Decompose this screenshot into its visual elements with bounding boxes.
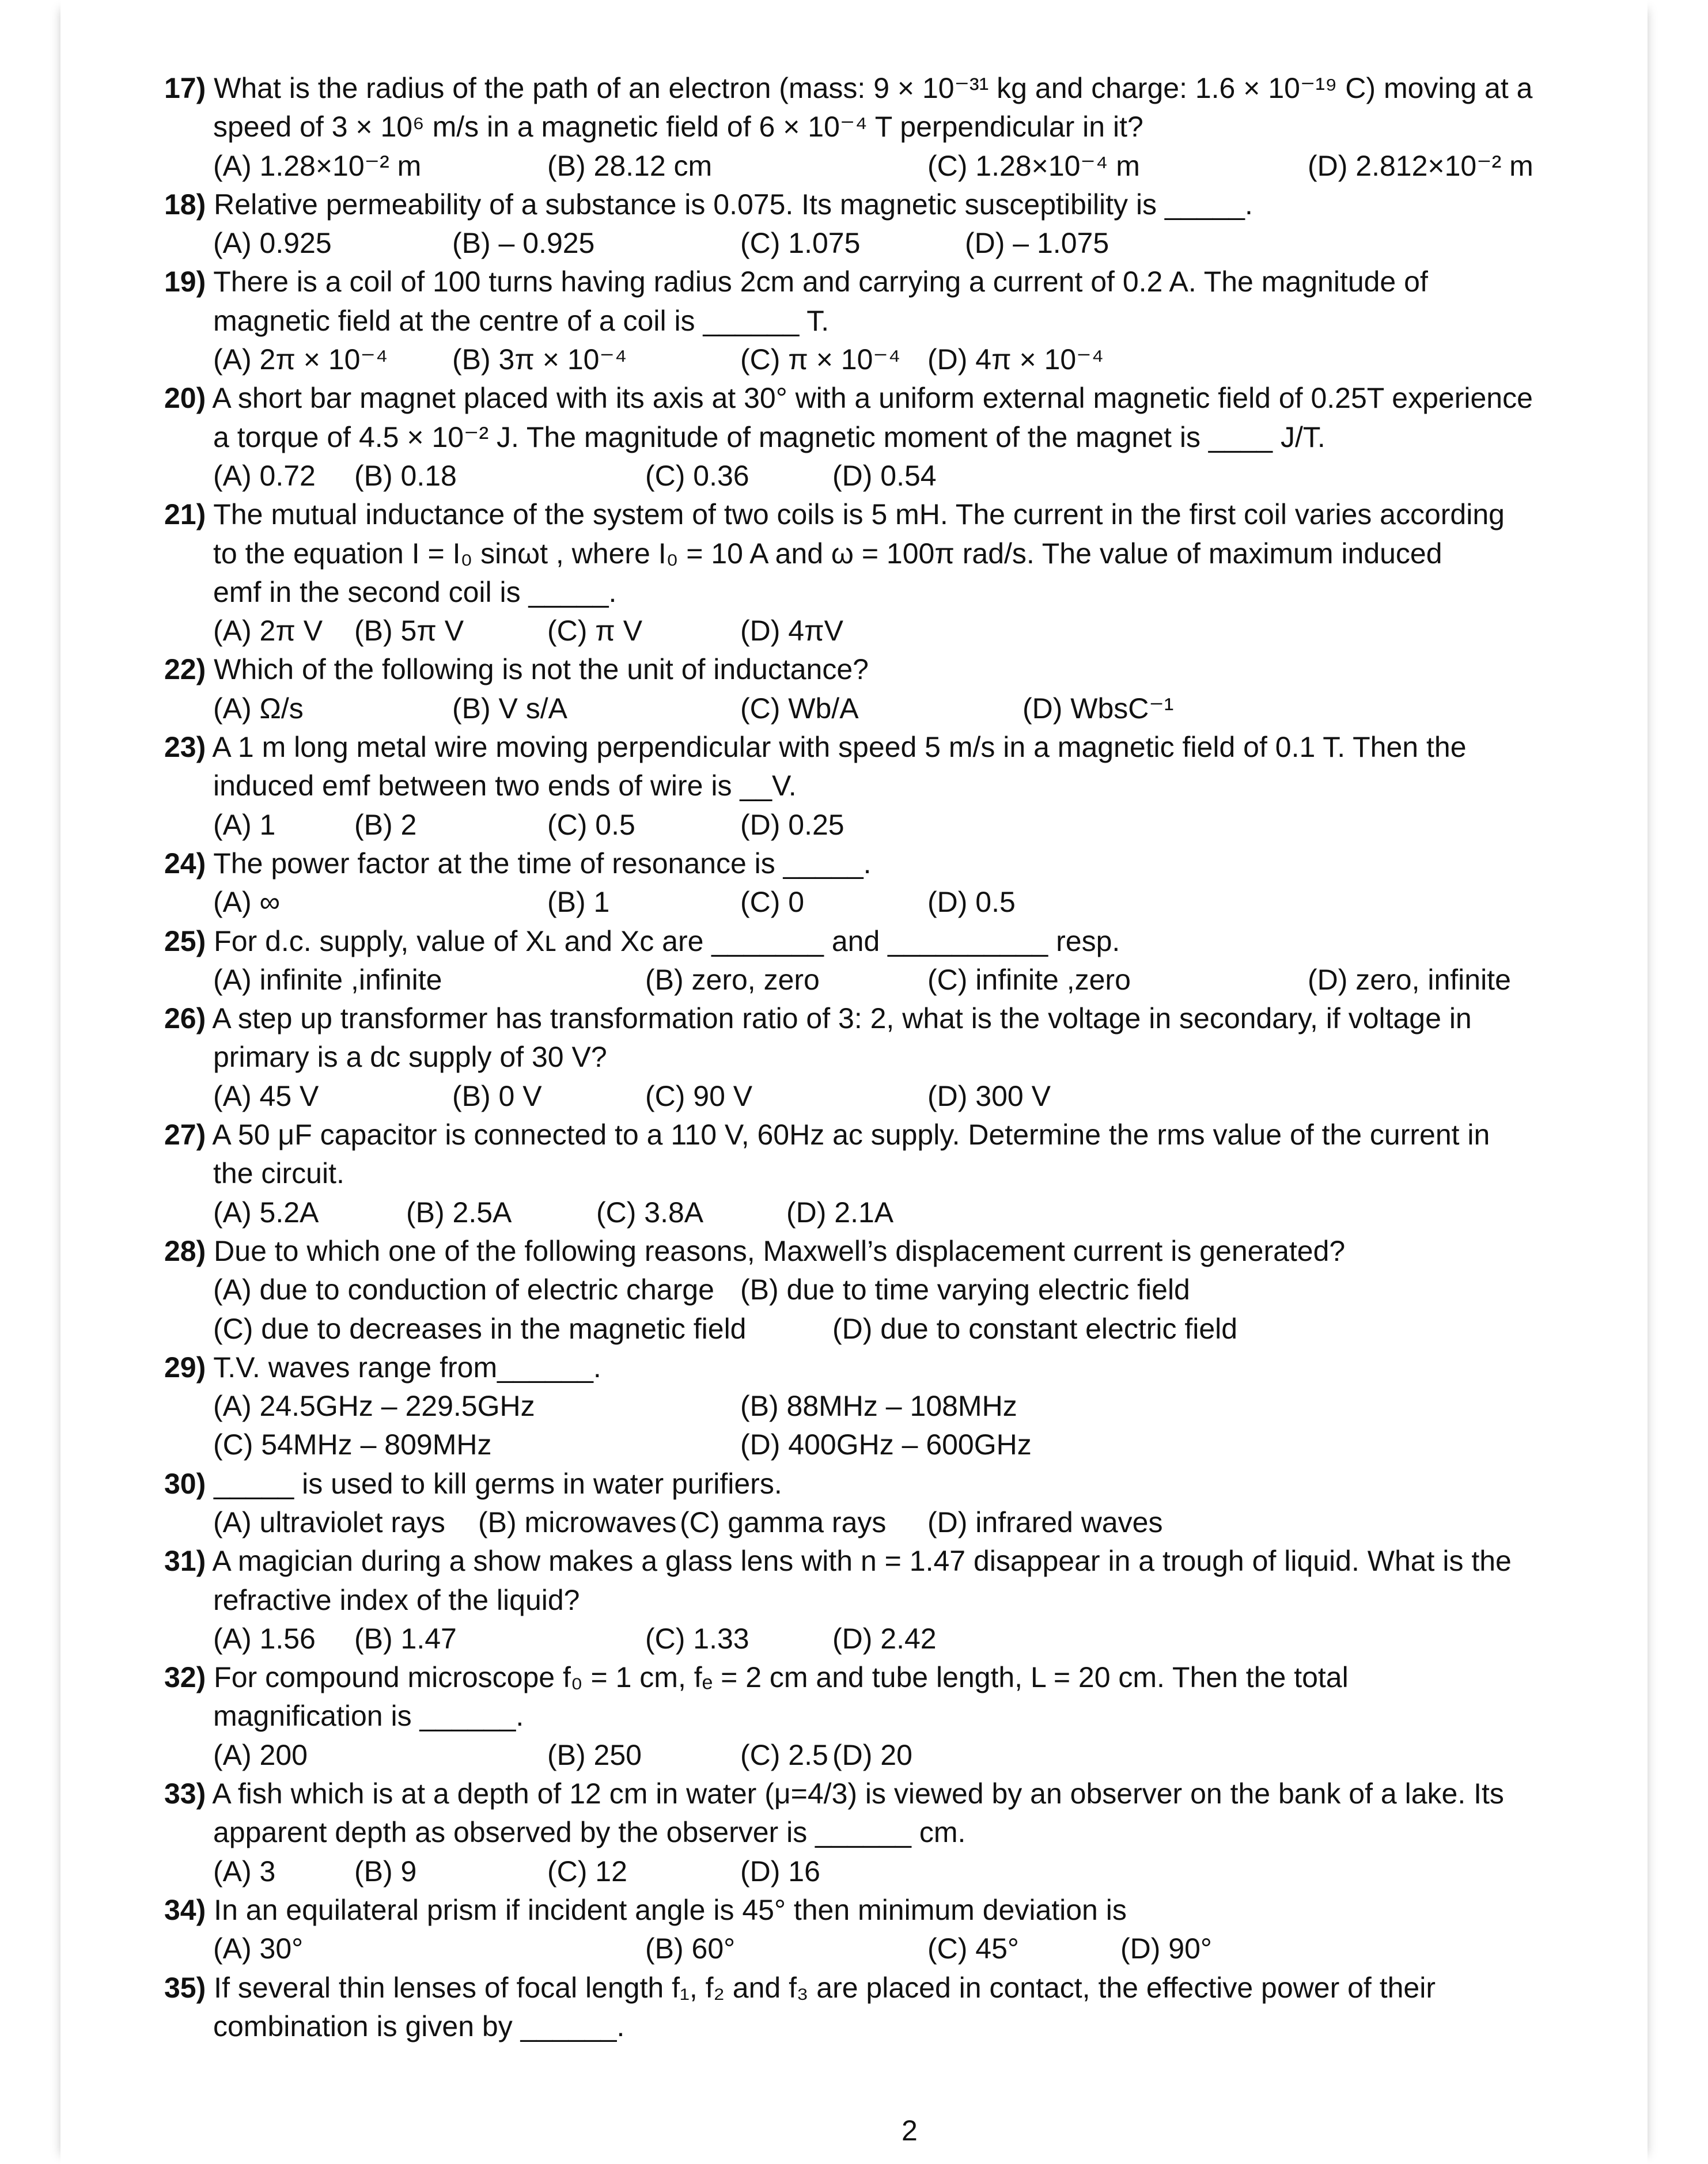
option-c: (C) 45° [927,1932,1019,1965]
options-row [164,1077,1639,1116]
options-row [164,1736,1639,1775]
options-row [164,1930,1639,1968]
question-text [164,379,1639,418]
question-number: 19) [164,266,206,298]
options-row [164,806,1639,844]
option-a: (A) 1.56 [213,1622,316,1655]
option-d: (D) 4πV [740,615,843,647]
question-number: 24) [164,847,206,880]
question-text-continued [164,418,1639,457]
option-d: (D) 4π × 10⁻⁴ [927,343,1104,376]
option-a: (A) due to conduction of electric charge [213,1274,714,1306]
option-d: (D) infrared waves [927,1506,1163,1538]
option-a: (A) infinite ,infinite [213,963,442,996]
question-line: Which of the following is not the unit of inductance? [214,653,869,686]
question-21 [164,495,1639,650]
option-b: (B) 3π × 10⁻⁴ [452,343,627,376]
document-page [60,0,1648,2164]
question-text-continued [164,535,1639,573]
option-a: (A) 30° [213,1932,304,1965]
option-b: (B) 1.47 [354,1622,457,1655]
question-line: There is a coil of 100 turns having radius 2cm and carrying a current of 0.2 A. The magnitude of [213,266,1428,298]
option-d: (D) 2.812×10⁻² m [1308,149,1533,182]
option-c: (C) gamma rays [680,1506,887,1538]
option-d: (D) 400GHz – 600GHz [740,1428,1032,1461]
option-a: (A) 200 [213,1738,308,1771]
option-b: (B) 9 [354,1855,417,1888]
option-c: (C) 3.8A [596,1196,704,1229]
question-22 [164,650,1639,728]
question-line: T.V. waves range from______. [213,1351,601,1384]
question-line: A 1 m long metal wire moving perpendicular with speed 5 m/s in a magnetic field of 0.1 T. Then the [212,731,1467,764]
option-a: (A) 0.72 [213,459,316,492]
question-27 [164,1116,1639,1232]
options-row [164,1387,1639,1426]
question-number: 35) [164,1971,206,2004]
question-line: A magician during a show makes a glass lens with n = 1.47 disappear in a trough of liquid. What is the [212,1545,1512,1578]
options-row [164,147,1639,185]
question-text [164,1465,1639,1503]
question-19 [164,263,1639,379]
question-30 [164,1465,1639,1543]
question-line: emf in the second coil is _____. [213,575,617,608]
question-28 [164,1232,1639,1348]
option-c: (C) 0.36 [645,459,749,492]
question-line: What is the radius of the path of an electron (mass: 9 × 10⁻³¹ kg and charge: 1.6 × 10⁻¹⁹ C) moving at a [214,72,1533,104]
option-d: (D) 0.5 [927,886,1016,919]
question-line: If several thin lenses of focal length f₁, f₂ and f₃ are placed in contact, the effective power of their [214,1971,1436,2004]
option-b: (B) microwaves [478,1506,677,1538]
question-line: magnetic field at the centre of a coil is ______ T. [213,304,830,337]
option-d: (D) 0.25 [740,808,844,841]
option-b: (B) due to time varying electric field [740,1274,1190,1306]
question-number: 27) [164,1119,206,1151]
question-line: combination is given by ______. [213,2010,625,2042]
option-d: (D) 0.54 [832,459,937,492]
question-text [164,1891,1639,1930]
options-row [164,1620,1639,1658]
question-25 [164,922,1639,1000]
option-b: (B) 2.5A [406,1196,512,1229]
question-31 [164,1542,1639,1658]
option-b: (B) 1 [547,886,610,919]
option-a: (A) 1.28×10⁻² m [213,149,422,182]
option-a: (A) 2π × 10⁻⁴ [213,343,388,376]
question-33 [164,1775,1639,1891]
question-number: 20) [164,382,206,415]
option-d: (D) zero, infinite [1308,963,1511,996]
question-number: 32) [164,1661,206,1694]
options-row [164,340,1639,379]
question-line: a torque of 4.5 × 10⁻² J. The magnitude of magnetic moment of the magnet is ____ J/T. [213,420,1326,453]
question-26 [164,999,1639,1116]
question-29 [164,1348,1639,1465]
question-text [164,844,1639,883]
question-18 [164,185,1639,263]
option-a: (A) 3 [213,1855,276,1888]
option-a: (A) ∞ [213,886,281,919]
question-text [164,1775,1639,1813]
question-line: A 50 μF capacitor is connected to a 110 V, 60Hz ac supply. Determine the rms value of the current in [212,1119,1490,1151]
question-line: A fish which is at a depth of 12 cm in water (μ=4/3) is viewed by an observer on the bank of a lake. Its [212,1778,1504,1810]
options-row [164,457,1639,495]
question-number: 17) [164,72,206,104]
question-text [164,922,1639,961]
question-number: 34) [164,1893,206,1926]
question-number: 21) [164,498,206,531]
option-a: (A) 45 V [213,1079,319,1112]
option-d: (D) – 1.075 [965,227,1109,260]
option-b: (B) 28.12 cm [547,149,713,182]
options-row [164,1193,1639,1232]
question-text-continued [164,767,1639,805]
option-d: (D) due to constant electric field [832,1312,1238,1345]
question-line: magnification is ______. [213,1700,524,1733]
question-number: 22) [164,653,206,686]
question-line: the circuit. [213,1157,344,1190]
option-c: (C) 54MHz – 809MHz [213,1428,492,1461]
question-line: Due to which one of the following reasons, Maxwell’s displacement current is generated? [214,1234,1346,1267]
question-number: 18) [164,188,206,221]
option-c: (C) 0 [740,886,805,919]
options-row [164,1426,1639,1464]
option-b: (B) 88MHz – 108MHz [740,1390,1017,1423]
question-text-continued [164,573,1639,612]
option-b: (B) V s/A [452,692,568,725]
question-text-continued [164,1697,1639,1735]
options-row [164,612,1639,650]
question-text-continued [164,1813,1639,1852]
option-a: (A) 0.925 [213,227,332,260]
question-number: 30) [164,1467,206,1500]
option-d: (D) WbsC⁻¹ [1022,692,1174,725]
question-text-continued [164,1154,1639,1193]
option-b: (B) zero, zero [645,963,820,996]
question-text [164,1232,1639,1271]
question-text [164,1969,1639,2007]
question-32 [164,1658,1639,1775]
option-c: (C) 12 [547,1855,627,1888]
question-line: For d.c. supply, value of Xʟ and Xᴄ are _______ and __________ resp. [214,924,1120,957]
options-row [164,883,1639,922]
option-c: (C) due to decreases in the magnetic field [213,1312,747,1345]
option-c: (C) infinite ,zero [927,963,1131,996]
question-text [164,650,1639,689]
question-line: to the equation I = I₀ sinωt , where I₀ = 10 A and ω = 100π rad/s. The value of maximum induced [213,537,1442,570]
options-row [164,224,1639,263]
question-number: 23) [164,731,206,764]
question-list [164,69,1639,2046]
question-text-continued [164,1581,1639,1620]
question-line: The mutual inductance of the system of two coils is 5 mH. The current in the first coil varies according [213,498,1505,531]
option-c: (C) 90 V [645,1079,753,1112]
option-d: (D) 300 V [927,1079,1051,1112]
option-c: (C) 1.33 [645,1622,749,1655]
question-number: 29) [164,1351,206,1384]
question-line: Relative permeability of a substance is 0.075. Its magnetic susceptibility is _____. [214,188,1253,221]
option-c: (C) 2.5 [740,1738,828,1771]
option-d: (D) 2.1A [786,1196,894,1229]
question-text-continued [164,2007,1639,2046]
option-b: (B) 2 [354,808,417,841]
option-a: (A) 2π V [213,615,323,647]
question-line: primary is a dc supply of 30 V? [213,1041,607,1074]
question-line: apparent depth as observed by the observer is ______ cm. [213,1816,966,1849]
question-number: 33) [164,1778,206,1810]
option-b: (B) 0 V [452,1079,542,1112]
question-text [164,263,1639,301]
option-b: (B) 60° [645,1932,736,1965]
option-c: (C) 1.28×10⁻⁴ m [927,149,1140,182]
question-number: 31) [164,1545,206,1578]
question-20 [164,379,1639,495]
question-text-continued [164,302,1639,340]
option-d: (D) 16 [740,1855,820,1888]
question-line: _____ is used to kill germs in water purifiers. [214,1467,782,1500]
option-a: (A) 5.2A [213,1196,319,1229]
page-number: 2 [902,2114,918,2147]
option-c: (C) π V [547,615,643,647]
options-row [164,1852,1639,1891]
option-b: (B) 0.18 [354,459,457,492]
question-text [164,69,1639,108]
option-b: (B) 250 [547,1738,642,1771]
question-line: speed of 3 × 10⁶ m/s in a magnetic field of 6 × 10⁻⁴ T perpendicular in it? [213,111,1143,143]
question-line: For compound microscope f₀ = 1 cm, fₑ = 2 cm and tube length, L = 20 cm. Then the total [214,1661,1349,1694]
question-line: The power factor at the time of resonance is _____. [213,847,872,880]
question-34 [164,1891,1639,1969]
question-text-continued [164,108,1639,146]
option-a: (A) 1 [213,808,276,841]
question-text [164,1658,1639,1697]
option-d: (D) 20 [832,1738,912,1771]
option-a: (A) Ω/s [213,692,304,725]
question-number: 25) [164,924,206,957]
question-line: A step up transformer has transformation ratio of 3: 2, what is the voltage in secondary, if voltage in [212,1002,1472,1035]
option-c: (C) 1.075 [740,227,861,260]
question-text [164,1348,1639,1387]
question-line: In an equilateral prism if incident angle is 45° then minimum deviation is [214,1893,1127,1926]
option-c: (C) π × 10⁻⁴ [740,343,901,376]
question-text [164,728,1639,767]
question-text [164,999,1639,1038]
option-c: (C) 0.5 [547,808,635,841]
option-c: (C) Wb/A [740,692,859,725]
option-a: (A) ultraviolet rays [213,1506,445,1538]
question-text [164,185,1639,224]
question-text-continued [164,1038,1639,1077]
question-number: 26) [164,1002,206,1035]
question-23 [164,728,1639,844]
option-b: (B) – 0.925 [452,227,595,260]
question-text [164,1542,1639,1581]
options-row [164,1310,1639,1348]
options-row [164,961,1639,999]
question-text [164,1116,1639,1154]
options-row [164,689,1639,728]
question-number: 28) [164,1234,206,1267]
question-line: A short bar magnet placed with its axis at 30° with a uniform external magnetic field of 0.25T experience [212,382,1533,415]
option-d: (D) 90° [1120,1932,1212,1965]
option-a: (A) 24.5GHz – 229.5GHz [213,1390,535,1423]
question-35 [164,1969,1639,2046]
question-line: induced emf between two ends of wire is __V. [213,770,797,802]
options-row [164,1271,1639,1309]
question-line: refractive index of the liquid? [213,1583,580,1616]
question-24 [164,844,1639,922]
option-d: (D) 2.42 [832,1622,937,1655]
options-row [164,1503,1639,1542]
option-b: (B) 5π V [354,615,464,647]
question-17 [164,69,1639,185]
question-text [164,495,1639,534]
